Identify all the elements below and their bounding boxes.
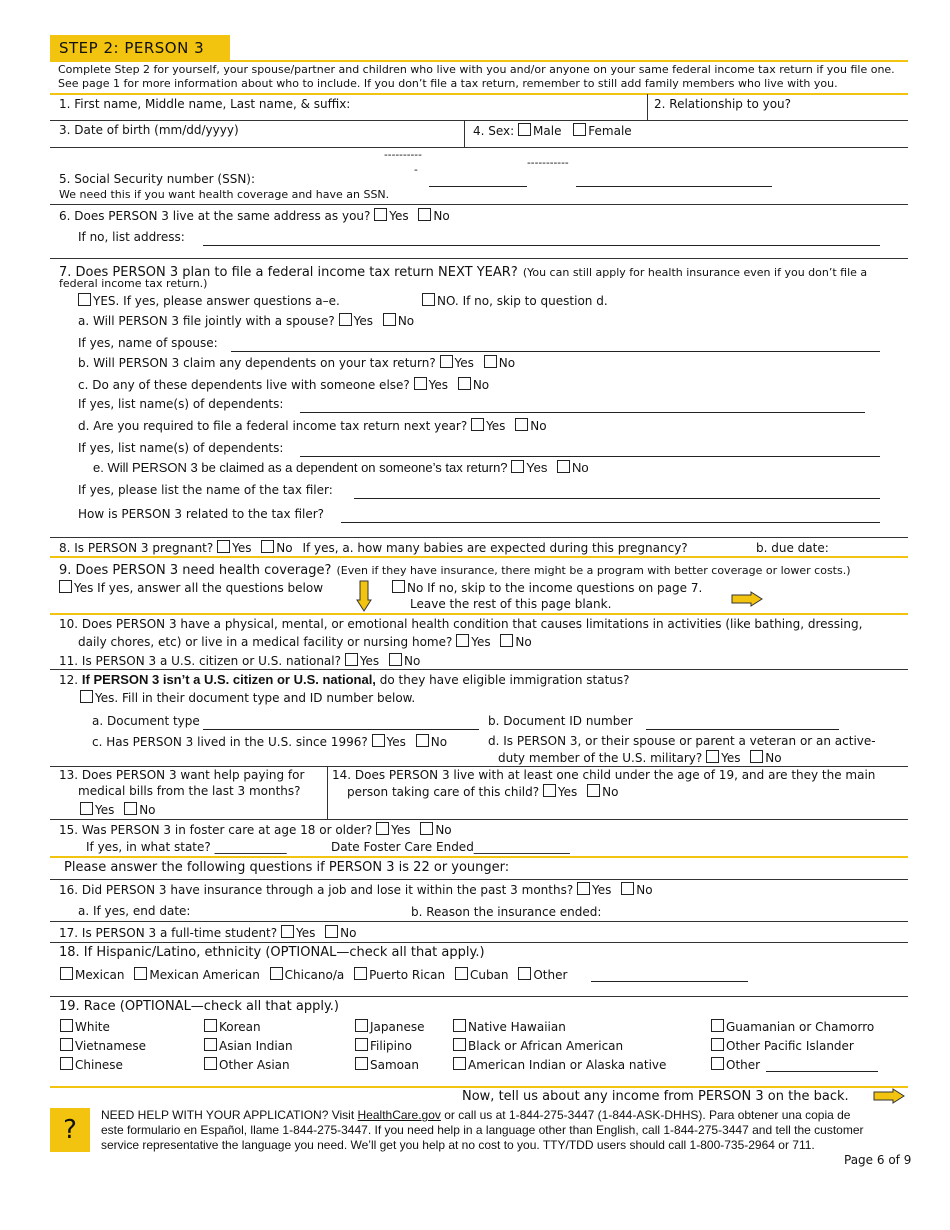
arrow-right-icon xyxy=(731,591,763,607)
ssn-label: 5. Social Security number (SSN): xyxy=(59,172,256,186)
q13-options xyxy=(80,802,156,817)
q16-row xyxy=(59,882,653,897)
q8-due: b. due date: xyxy=(756,541,829,555)
q7d-sub: If yes, list name(s) of dependents: xyxy=(78,441,284,455)
divider xyxy=(464,120,465,147)
race-checkbox[interactable] xyxy=(711,1057,724,1070)
q17-no-checkbox[interactable] xyxy=(325,925,338,938)
race-label: Samoan xyxy=(370,1058,419,1072)
divider xyxy=(50,258,908,259)
race-checkbox[interactable] xyxy=(453,1019,466,1032)
document-type-field[interactable] xyxy=(203,729,479,730)
race-col-4 xyxy=(453,1018,666,1075)
q7d-yes-checkbox[interactable] xyxy=(471,418,484,431)
q8-row xyxy=(59,540,688,555)
dependents-field-2[interactable] xyxy=(300,456,880,457)
yes-label: Yes xyxy=(386,735,406,749)
no-label: No xyxy=(498,356,516,370)
race-checkbox[interactable] xyxy=(204,1019,217,1032)
female-checkbox[interactable] xyxy=(573,123,586,136)
ssn-field-1[interactable] xyxy=(429,186,527,187)
divider xyxy=(50,537,908,538)
q7c-yes-checkbox[interactable] xyxy=(414,377,427,390)
q7-note: (You can still apply for health insurance even if you don’t file a xyxy=(522,266,868,279)
race-col-2 xyxy=(204,1018,293,1075)
q6-no-checkbox[interactable] xyxy=(418,208,431,221)
q12d-line-2: duty member of the U.S. military? xyxy=(498,751,703,765)
q10-yes-checkbox[interactable] xyxy=(456,634,469,647)
q7b-row xyxy=(78,355,515,370)
race-option xyxy=(355,1037,425,1056)
race-checkbox[interactable] xyxy=(453,1038,466,1051)
q7-note-2: federal income tax return.) xyxy=(59,277,208,290)
divider xyxy=(50,613,908,615)
male-checkbox[interactable] xyxy=(518,123,531,136)
q8-label: 8. Is PERSON 3 pregnant? xyxy=(59,541,214,555)
race-option xyxy=(453,1056,666,1075)
q13-no-checkbox[interactable] xyxy=(124,802,137,815)
help-lead: NEED HELP WITH YOUR APPLICATION? Visit xyxy=(101,1108,358,1122)
no-label: No xyxy=(530,419,547,433)
q6-sub-label: If no, list address: xyxy=(78,230,185,244)
q12c-no-checkbox[interactable] xyxy=(416,734,429,747)
race-checkbox[interactable] xyxy=(711,1019,724,1032)
race-label: Korean xyxy=(219,1020,261,1034)
divider xyxy=(50,766,908,767)
race-option xyxy=(60,1056,146,1075)
male-label: Male xyxy=(533,124,562,138)
q17-row xyxy=(59,925,357,940)
race-checkbox[interactable] xyxy=(204,1038,217,1051)
q6-yes-checkbox[interactable] xyxy=(374,208,387,221)
q13-line-2: medical bills from the last 3 months? xyxy=(78,784,301,798)
race-label: White xyxy=(75,1020,110,1034)
divider xyxy=(50,669,908,670)
no-label: No xyxy=(139,803,156,817)
q12-yes-row xyxy=(80,690,415,705)
yes-label: Yes xyxy=(486,419,506,433)
q16-yes-checkbox[interactable] xyxy=(577,882,590,895)
q7-label: 7. Does PERSON 3 plan to file a federal income tax return NEXT YEAR? xyxy=(59,265,518,280)
q7-yes-checkbox[interactable] xyxy=(78,293,91,306)
q18-options xyxy=(60,967,567,982)
q7e-sub-1: If yes, please list the name of the tax filer: xyxy=(78,483,333,497)
race-col-5 xyxy=(711,1018,874,1075)
dependents-field-1[interactable] xyxy=(300,412,865,413)
q3-label: 3. Date of birth (mm/dd/yyyy) xyxy=(59,123,239,137)
q12-num: 12. xyxy=(59,673,79,687)
q6-row xyxy=(59,208,450,223)
spouse-name-field[interactable] xyxy=(231,351,880,352)
race-checkbox[interactable] xyxy=(60,1019,73,1032)
q4-row xyxy=(473,123,632,138)
q7-yes-label: YES. If yes, please answer questions a–e. xyxy=(93,294,340,308)
q12b-label: b. Document ID number xyxy=(488,714,633,728)
q7e-no-checkbox[interactable] xyxy=(557,460,570,473)
q7-no-checkbox[interactable] xyxy=(422,293,435,306)
q12c-label: c. Has PERSON 3 lived in the U.S. since 1996? xyxy=(92,735,368,749)
race-label: Asian Indian xyxy=(219,1039,293,1053)
race-label: Black or African American xyxy=(468,1039,624,1053)
help-question-icon: ? xyxy=(50,1108,90,1152)
q18-label: 18. If Hispanic/Latino, ethnicity (OPTIONAL—check all that apply.) xyxy=(59,945,485,960)
yes-label: Yes xyxy=(454,356,474,370)
q7d-label: d. Are you required to file a federal income tax return next year? xyxy=(78,419,468,433)
q6-label: 6. Does PERSON 3 live at the same address as you? xyxy=(59,209,371,223)
race-option xyxy=(204,1037,293,1056)
yes-label: Yes xyxy=(526,460,548,475)
option-label: Other xyxy=(533,968,568,982)
no-label: No xyxy=(602,785,619,799)
q8-yes-checkbox[interactable] xyxy=(217,540,230,553)
arrow-right-icon xyxy=(873,1088,905,1104)
q9-no-label: No If no, skip to the income questions on page 7. xyxy=(407,581,703,595)
q9-yes-label: Yes If yes, answer all the questions below xyxy=(74,581,324,595)
q7e-row xyxy=(93,460,589,475)
cuban-checkbox[interactable] xyxy=(455,967,468,980)
divider xyxy=(50,556,908,558)
no-label: No xyxy=(397,314,415,328)
q9-note: (Even if they have insurance, there might be a program with better coverage or lower costs.) xyxy=(336,564,851,577)
race-option xyxy=(453,1037,666,1056)
mexican-checkbox[interactable] xyxy=(60,967,73,980)
q2-label: 2. Relationship to you? xyxy=(654,97,792,111)
q6-yes-label: Yes xyxy=(389,209,409,223)
option-label: Puerto Rican xyxy=(369,968,446,982)
q8-no-checkbox[interactable] xyxy=(261,540,274,553)
q15-state: If yes, in what state? ____________ xyxy=(86,840,287,854)
divider xyxy=(50,204,908,205)
help-text xyxy=(101,1108,864,1153)
no-label: No xyxy=(340,926,357,940)
q7c-no-checkbox[interactable] xyxy=(458,377,471,390)
q14-no-checkbox[interactable] xyxy=(587,784,600,797)
q15-ended: Date Foster Care Ended________________ xyxy=(331,840,570,854)
q9-no-2: Leave the rest of this page blank. xyxy=(410,597,612,611)
race-checkbox[interactable] xyxy=(60,1057,73,1070)
race-option xyxy=(60,1018,146,1037)
race-checkbox[interactable] xyxy=(711,1038,724,1051)
step-label: STEP 2: PERSON 3 xyxy=(59,39,205,57)
race-label: Vietnamese xyxy=(75,1039,147,1053)
q7e-sub-2: How is PERSON 3 related to the tax filer? xyxy=(78,507,325,521)
q11-no-checkbox[interactable] xyxy=(389,653,402,666)
q16-no-checkbox[interactable] xyxy=(621,882,634,895)
race-option xyxy=(60,1037,146,1056)
relation-field[interactable] xyxy=(341,522,880,523)
divider xyxy=(647,94,648,120)
q9-yes-checkbox[interactable] xyxy=(59,580,72,593)
divider xyxy=(50,147,908,148)
q11-yes-checkbox[interactable] xyxy=(345,653,358,666)
race-col-3 xyxy=(355,1018,425,1075)
divider xyxy=(50,60,908,62)
divider xyxy=(50,120,908,121)
q15-row xyxy=(59,822,452,837)
race-option xyxy=(204,1018,293,1037)
q9-row xyxy=(59,559,851,578)
divider xyxy=(50,996,908,997)
race-label: Chinese xyxy=(75,1058,123,1072)
q7a-sub: If yes, name of spouse: xyxy=(78,336,218,350)
q9-no-row xyxy=(392,580,702,595)
q12-rest: do they have eligible immigration status? xyxy=(379,673,630,687)
q12d-yes-checkbox[interactable] xyxy=(706,750,719,763)
other-ethnicity-field[interactable] xyxy=(591,981,748,982)
q11-label: 11. Is PERSON 3 a U.S. citizen or U.S. national? xyxy=(59,654,341,668)
q12d-line-1: d. Is PERSON 3, or their spouse or parent a veteran or an active- xyxy=(488,734,876,748)
q12c-row xyxy=(92,734,447,749)
q7a-yes-checkbox[interactable] xyxy=(339,313,352,326)
q17-yes-checkbox[interactable] xyxy=(281,925,294,938)
q10-line-2: daily chores, etc) or live in a medical facility or nursing home? xyxy=(78,635,453,649)
yes-label: Yes xyxy=(391,823,411,837)
q14-yes-checkbox[interactable] xyxy=(543,784,556,797)
help-line-2: este formulario en Español, llame 1-844-275-3447. If you need help in a language other than English, call 1-844-275-3447 and tell the customer xyxy=(101,1123,864,1137)
q8-follow: If yes, a. how many babies are expected during this pregnancy? xyxy=(302,541,688,555)
yes-label: Yes xyxy=(557,785,578,799)
race-option xyxy=(355,1018,425,1037)
divider xyxy=(50,93,908,95)
q16a-label: a. If yes, end date: xyxy=(78,904,191,918)
no-label: No xyxy=(404,654,421,668)
race-label: Other Pacific Islander xyxy=(726,1039,854,1053)
no-label: No xyxy=(515,635,532,649)
race-label: Japanese xyxy=(370,1020,425,1034)
ssn-dash-1: ---------- xyxy=(384,149,422,161)
option-label: Mexican xyxy=(75,968,125,982)
q4-label: 4. Sex: xyxy=(473,124,515,138)
divider xyxy=(50,856,908,858)
q7d-no-checkbox[interactable] xyxy=(515,418,528,431)
q7c-sub: If yes, list name(s) of dependents: xyxy=(78,397,284,411)
divider xyxy=(50,1086,908,1088)
race-label: Other xyxy=(726,1058,761,1072)
divider xyxy=(50,942,908,943)
q14-line-1: 14. Does PERSON 3 live with at least one child under the age of 19, and are they the main xyxy=(332,768,876,782)
yes-label: Yes xyxy=(95,803,115,817)
no-label: No xyxy=(636,883,653,897)
yes-label: Yes xyxy=(471,635,491,649)
yes-label: Yes xyxy=(359,654,380,668)
race-label: American Indian or Alaska native xyxy=(468,1058,667,1072)
other-ethnicity-checkbox[interactable] xyxy=(518,967,531,980)
document-id-field[interactable] xyxy=(646,729,839,730)
q14-line-2: person taking care of this child? xyxy=(347,785,540,799)
intro-line-1: Complete Step 2 for yourself, your spouse/partner and children who live with you and/or anyone on your same federal income tax return if you file one. xyxy=(58,63,895,76)
race-checkbox[interactable] xyxy=(60,1038,73,1051)
q10-no-checkbox[interactable] xyxy=(500,634,513,647)
no-label: No xyxy=(276,541,293,555)
q12a-label: a. Document type xyxy=(92,714,200,728)
q9-no-checkbox[interactable] xyxy=(392,580,405,593)
q15-no-checkbox[interactable] xyxy=(420,822,433,835)
race-label: Filipino xyxy=(370,1039,412,1053)
other-race-field[interactable] xyxy=(766,1071,878,1072)
q7d-row xyxy=(78,418,547,433)
q9-yes-row xyxy=(59,580,323,595)
q7a-no-checkbox[interactable] xyxy=(383,313,396,326)
race-label: Guamanian or Chamorro xyxy=(726,1020,875,1034)
q17-label: 17. Is PERSON 3 a full-time student? xyxy=(59,926,278,940)
race-option xyxy=(204,1056,293,1075)
q16b-label: b. Reason the insurance ended: xyxy=(411,905,602,919)
help-line-3: service representative the language you need. We’ll get you help at no cost to you. TTY/TDD users should call 1-800-735-2964 or 711. xyxy=(101,1138,815,1152)
q12-bold: If PERSON 3 isn’t a U.S. citizen or U.S. national, xyxy=(81,672,376,687)
race-checkbox[interactable] xyxy=(355,1057,368,1070)
no-label: No xyxy=(472,378,490,392)
yes-label: Yes xyxy=(353,314,373,328)
race-option xyxy=(355,1056,425,1075)
tax-filer-field[interactable] xyxy=(354,498,880,499)
q13-yes-checkbox[interactable] xyxy=(80,802,93,815)
race-checkbox[interactable] xyxy=(204,1057,217,1070)
q7c-row xyxy=(78,377,489,392)
q14-row xyxy=(347,784,618,799)
race-option xyxy=(453,1018,666,1037)
step-header xyxy=(50,35,230,60)
race-checkbox[interactable] xyxy=(453,1057,466,1070)
yes-label: Yes xyxy=(592,883,612,897)
q19-label: 19. Race (OPTIONAL—check all that apply.) xyxy=(59,999,339,1014)
under-22-heading: Please answer the following questions if PERSON 3 is 22 or younger: xyxy=(64,860,510,875)
q7a-row xyxy=(78,313,414,328)
option-label: Cuban xyxy=(469,968,509,982)
no-label: No xyxy=(765,751,782,765)
divider xyxy=(327,766,328,819)
q10-row xyxy=(78,634,532,649)
race-checkbox[interactable] xyxy=(355,1038,368,1051)
q7-yes-row xyxy=(78,293,340,308)
q6-no-label: No xyxy=(433,209,450,223)
q12-yes-label: Yes. Fill in their document type and ID number below. xyxy=(95,691,416,705)
q15-yes-checkbox[interactable] xyxy=(376,822,389,835)
page-number: Page 6 of 9 xyxy=(844,1153,912,1167)
q9-label: 9. Does PERSON 3 need health coverage? xyxy=(59,563,332,578)
intro-line-2: See page 1 for more information about who to include. If you don’t file a tax return, remember to still add family members who live with you. xyxy=(58,77,838,90)
q7b-yes-checkbox[interactable] xyxy=(440,355,453,368)
address-field[interactable] xyxy=(203,245,880,246)
no-label: No xyxy=(572,460,589,475)
race-option xyxy=(711,1037,874,1056)
q7-no-label: NO. If no, skip to question d. xyxy=(437,294,608,308)
no-label: No xyxy=(435,823,452,837)
race-option xyxy=(711,1056,874,1075)
q15-label: 15. Was PERSON 3 in foster care at age 18 or older? xyxy=(59,823,373,837)
chicano-checkbox[interactable] xyxy=(270,967,283,980)
ssn-field-2[interactable] xyxy=(576,186,772,187)
q10-line-1: 10. Does PERSON 3 have a physical, mental, or emotional health condition that causes limitations in activities (like bathing, dressing, xyxy=(59,617,863,631)
q1-label: 1. First name, Middle name, Last name, & suffix: xyxy=(59,97,351,111)
ssn-dash-2: - xyxy=(414,164,418,176)
q16-label: 16. Did PERSON 3 have insurance through a job and lose it within the past 3 months? xyxy=(59,883,574,897)
race-label: Other Asian xyxy=(219,1058,290,1072)
yes-label: Yes xyxy=(295,926,316,940)
ssn-dash-3: ----------- xyxy=(527,157,569,169)
option-label: Chicano/a xyxy=(284,968,345,982)
help-rest: or call us at 1-844-275-3447 (1-844-ASK-DHHS). Para obtener una copia de xyxy=(440,1108,851,1122)
q12d-no-checkbox[interactable] xyxy=(750,750,763,763)
yes-label: Yes xyxy=(232,541,252,555)
q11-row xyxy=(59,653,420,668)
q7e-yes-checkbox[interactable] xyxy=(511,460,524,473)
q7-no-row xyxy=(422,293,608,308)
ssn-note: We need this if you want health coverage and have an SSN. xyxy=(59,188,390,201)
q12d-row xyxy=(498,750,782,765)
healthcare-link[interactable]: HealthCare.gov xyxy=(357,1108,441,1122)
no-label: No xyxy=(430,735,448,749)
q7e-label: e. Will PERSON 3 be claimed as a dependent on someone’s tax return? xyxy=(93,460,508,475)
q7a-label: a. Will PERSON 3 file jointly with a spouse? xyxy=(78,314,335,328)
yes-label: Yes xyxy=(428,378,448,392)
divider xyxy=(50,921,908,922)
arrow-down-icon xyxy=(356,580,372,612)
divider xyxy=(50,879,908,880)
q12-row xyxy=(59,672,630,687)
yes-label: Yes xyxy=(721,751,741,765)
option-label: Mexican American xyxy=(149,968,260,982)
divider xyxy=(50,819,908,820)
q12-yes-checkbox[interactable] xyxy=(80,690,93,703)
puerto-rican-checkbox[interactable] xyxy=(354,967,367,980)
mexican-american-checkbox[interactable] xyxy=(134,967,147,980)
income-prompt: Now, tell us about any income from PERSON 3 on the back. xyxy=(462,1089,849,1104)
race-option xyxy=(711,1018,874,1037)
female-label: Female xyxy=(588,124,632,138)
q7b-no-checkbox[interactable] xyxy=(484,355,497,368)
q7b-label: b. Will PERSON 3 claim any dependents on your tax return? xyxy=(78,356,436,370)
q13-line-1: 13. Does PERSON 3 want help paying for xyxy=(59,768,305,782)
q12c-yes-checkbox[interactable] xyxy=(372,734,385,747)
q7c-label: c. Do any of these dependents live with someone else? xyxy=(78,378,410,392)
race-col-1 xyxy=(60,1018,146,1075)
race-label: Native Hawaiian xyxy=(468,1020,566,1034)
race-checkbox[interactable] xyxy=(355,1019,368,1032)
